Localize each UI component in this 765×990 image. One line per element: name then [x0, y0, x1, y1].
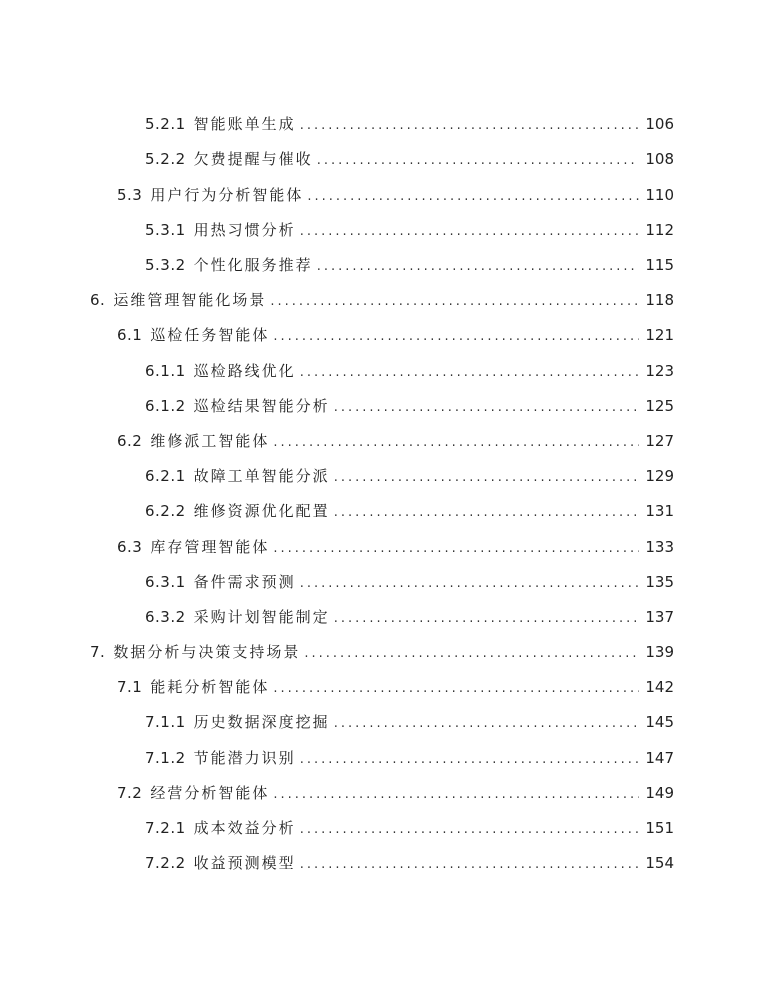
toc-entry-page: 115 — [645, 256, 674, 274]
toc-entry-number: 7.2.2 — [145, 854, 186, 872]
toc-entry-page: 147 — [645, 749, 674, 767]
toc-entry-number: 7.2.1 — [145, 819, 186, 837]
toc-entry-number: 6.1.1 — [145, 362, 186, 380]
toc-entry[interactable] — [145, 852, 674, 874]
toc-entry-page: 151 — [645, 819, 674, 837]
toc-entry[interactable] — [117, 536, 674, 558]
toc-entry-number: 5.3 — [117, 186, 143, 204]
toc-entry[interactable] — [117, 324, 674, 346]
toc-entry-page: 118 — [645, 291, 674, 309]
toc-entry-title: 故障工单智能分派 — [193, 467, 330, 485]
toc-entry-number: 5.2.2 — [145, 150, 186, 168]
toc-entry-page: 112 — [645, 221, 674, 239]
toc-entry-page: 108 — [645, 150, 674, 168]
toc-entry-title: 用热习惯分析 — [193, 221, 296, 239]
toc-dot-leader — [273, 784, 639, 806]
toc-entry-title: 备件需求预测 — [193, 573, 296, 591]
toc-entry-title: 运维管理智能化场景 — [113, 291, 267, 309]
toc-entry-number: 7.1.2 — [145, 749, 186, 767]
toc-dot-leader — [307, 186, 639, 208]
toc-entry-page: 149 — [645, 784, 674, 802]
toc-dot-leader — [273, 678, 639, 700]
toc-entry[interactable] — [90, 641, 674, 663]
toc-entry-number: 6.2.1 — [145, 467, 186, 485]
toc-entry-title: 个性化服务推荐 — [193, 256, 313, 274]
toc-entry-title: 数据分析与决策支持场景 — [113, 643, 301, 661]
toc-dot-leader — [300, 362, 640, 384]
toc-entry-page: 145 — [645, 713, 674, 731]
toc-entry-number: 5.2.1 — [145, 115, 186, 133]
toc-entry-number: 6.2.2 — [145, 502, 186, 520]
toc-entry-page: 121 — [645, 326, 674, 344]
toc-entry-title: 经营分析智能体 — [150, 784, 270, 802]
toc-entry[interactable] — [145, 219, 674, 241]
toc-dot-leader — [300, 221, 640, 243]
toc-entry-title: 能耗分析智能体 — [150, 678, 270, 696]
toc-entry[interactable] — [117, 184, 674, 206]
toc-entry-page: 142 — [645, 678, 674, 696]
toc-entry-number: 6.3.1 — [145, 573, 186, 591]
toc-entry-title: 采购计划智能制定 — [193, 608, 330, 626]
toc-entry-page: 106 — [645, 115, 674, 133]
toc-dot-leader — [273, 432, 639, 454]
toc-entry[interactable] — [145, 747, 674, 769]
toc-entry[interactable] — [145, 711, 674, 733]
toc-dot-leader — [300, 749, 640, 771]
toc-entry-page: 135 — [645, 573, 674, 591]
toc-entry-title: 智能账单生成 — [193, 115, 296, 133]
toc-dot-leader — [300, 115, 640, 137]
toc-entry-number: 5.3.2 — [145, 256, 186, 274]
toc-entry[interactable] — [145, 465, 674, 487]
toc-entry-number: 7. — [90, 643, 106, 661]
toc-entry[interactable] — [145, 817, 674, 839]
toc-entry[interactable] — [117, 782, 674, 804]
toc-entry-page: 133 — [645, 538, 674, 556]
toc-entry-title: 巡检结果智能分析 — [193, 397, 330, 415]
toc-entry-title: 库存管理智能体 — [150, 538, 270, 556]
toc-dot-leader — [334, 502, 640, 524]
toc-entry-page: 110 — [645, 186, 674, 204]
toc-dot-leader — [270, 291, 639, 313]
toc-dot-leader — [317, 256, 640, 278]
toc-entry[interactable] — [117, 676, 674, 698]
toc-entry-page: 123 — [645, 362, 674, 380]
toc-entry[interactable] — [145, 606, 674, 628]
toc-entry[interactable] — [117, 430, 674, 452]
toc-dot-leader — [300, 819, 640, 841]
toc-dot-leader — [334, 608, 640, 630]
toc-entry-number: 7.1.1 — [145, 713, 186, 731]
toc-entry-number: 5.3.1 — [145, 221, 186, 239]
toc-dot-leader — [334, 397, 640, 419]
toc-entry-page: 129 — [645, 467, 674, 485]
toc-entry-number: 7.2 — [117, 784, 143, 802]
toc-dot-leader — [334, 713, 640, 735]
toc-entry-page: 131 — [645, 502, 674, 520]
toc-dot-leader — [334, 467, 640, 489]
toc-entry-title: 收益预测模型 — [193, 854, 296, 872]
toc-entry-title: 成本效益分析 — [193, 819, 296, 837]
toc-entry-page: 127 — [645, 432, 674, 450]
toc-entry-title: 历史数据深度挖掘 — [193, 713, 330, 731]
toc-entry-title: 维修资源优化配置 — [193, 502, 330, 520]
toc-entry[interactable] — [145, 254, 674, 276]
toc-entry-title: 欠费提醒与催收 — [193, 150, 313, 168]
toc-dot-leader — [273, 538, 639, 560]
toc-entry-page: 154 — [645, 854, 674, 872]
toc-entry-number: 7.1 — [117, 678, 143, 696]
toc-dot-leader — [304, 643, 639, 665]
toc-dot-leader — [300, 854, 640, 876]
toc-entry-title: 巡检任务智能体 — [150, 326, 270, 344]
toc-entry-page: 137 — [645, 608, 674, 626]
toc-entry-title: 维修派工智能体 — [150, 432, 270, 450]
toc-entry-number: 6.1.2 — [145, 397, 186, 415]
toc-entry[interactable] — [145, 395, 674, 417]
toc-entry[interactable] — [145, 571, 674, 593]
toc-entry-number: 6.3 — [117, 538, 143, 556]
toc-dot-leader — [317, 150, 640, 172]
toc-entry-page: 139 — [645, 643, 674, 661]
toc-entry-number: 6.3.2 — [145, 608, 186, 626]
toc-entry-number: 6. — [90, 291, 106, 309]
toc-entry-page: 125 — [645, 397, 674, 415]
toc-entry-title: 节能潜力识别 — [193, 749, 296, 767]
toc-entry[interactable] — [145, 360, 674, 382]
toc-entry[interactable] — [90, 289, 674, 311]
toc-entry[interactable] — [145, 113, 674, 135]
toc-entry-number: 6.1 — [117, 326, 143, 344]
toc-entry[interactable] — [145, 500, 674, 522]
toc-entry-title: 巡检路线优化 — [193, 362, 296, 380]
toc-entry[interactable] — [145, 148, 674, 170]
toc-dot-leader — [300, 573, 640, 595]
toc-entry-number: 6.2 — [117, 432, 143, 450]
toc-entry-title: 用户行为分析智能体 — [150, 186, 304, 204]
toc-dot-leader — [273, 326, 639, 348]
